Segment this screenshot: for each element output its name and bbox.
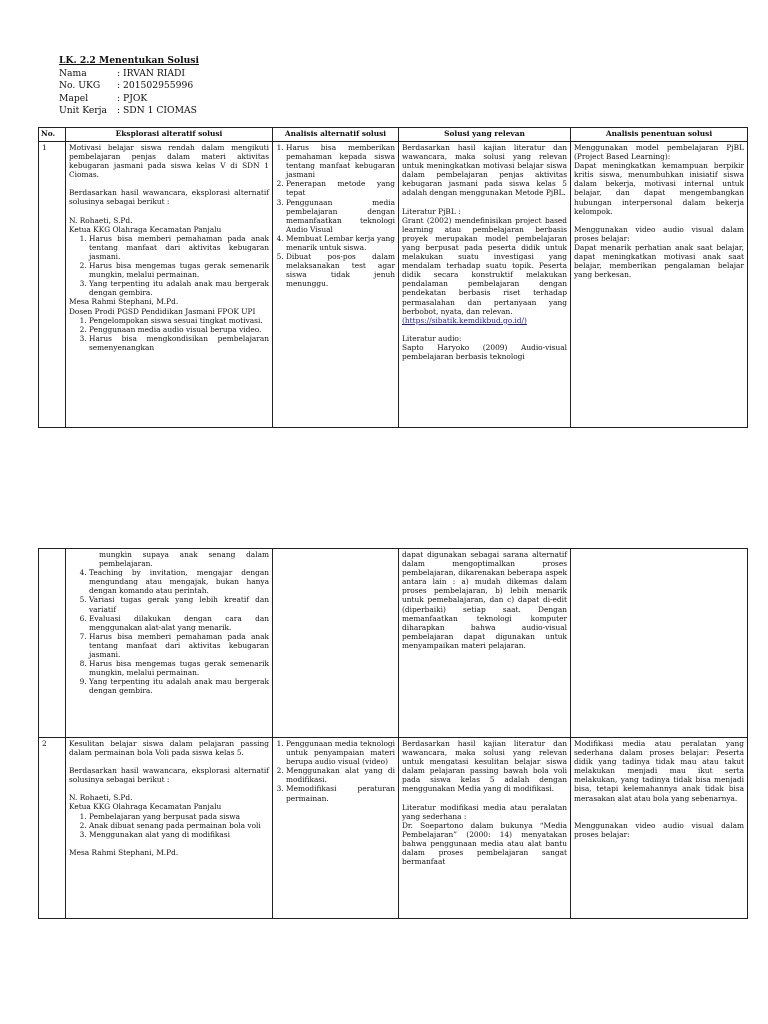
header-field-no-ukg — [59, 80, 199, 93]
literature-text: Grant (2002) mendefinisikan project based learning atau pembelajaran berbasis proyek merupakan model pembelajaran yang berpusat pada peserta didik untuk melakukan suatu investigasi yang mendalam terhadap suatu topik. Peserta didik secara konstruktif melakukan pendalaman pembelajaran dengan pendekatan berbasis riset terhadap permasalahan dan pertanyaan yang berbobot, nyata, dan relevan. — [402, 215, 567, 316]
table-row — [39, 738, 748, 919]
alternative-analysis-cell — [273, 549, 399, 738]
list-item: 1. Pengelompokan siswa sesuai tingkat motivasi. — [89, 316, 269, 325]
list-item: 6. Evaluasi dilakukan dengan cara dan menggunakan alat-alat yang menarik. — [89, 614, 269, 632]
list-item: 3. Yang terpenting itu adalah anak mau bergerak dengan gembira. — [89, 279, 269, 297]
literature-text: Dr. Soepartono dalam bukunya “Media Pembelajaran” (2000: 14) menyatakan bahwa penggunaan media atau alat bantu dalam proses pembelajaran sangat bermanfaat — [402, 820, 567, 867]
relevant-solution-cell — [399, 549, 571, 738]
literature-heading: Literatur modifikasi media atau peralatan yang sederhana : — [402, 802, 567, 821]
literature-text: Sapto Haryoko (2009) Audio-visual pembelajaran berbasis teknologi — [402, 342, 567, 361]
decision-text: Dapat meningkatkan kemampuan berpikir kritis siswa, menumbuhkan inisiatif siswa dalam bekerja, motivasi internal untuk belajar, dan dapat mengembangkan hubungan interpersonal dalam bekerja kelompok. — [574, 161, 744, 216]
relevant-solution-cell — [399, 142, 571, 428]
alternative-list — [276, 739, 395, 803]
solution-table-page-1 — [38, 127, 748, 428]
document-title: LK. 2.2 Menentukan Solusi — [59, 55, 199, 66]
header-eksplorasi: Eksplorasi alteratif solusi — [66, 128, 273, 142]
decision-text: Dapat menarik perhatian anak saat belajar, dapat meningkatkan motivasi anak saat belajar, memberikan pengalaman belajar yang berkesan. — [574, 242, 744, 280]
exploration-cell — [66, 738, 273, 919]
header-analisis-penentuan: Analisis penentuan solusi — [571, 128, 748, 142]
header-field-unit-kerja — [59, 105, 199, 118]
list-item: 7. Harus bisa memberi pemahaman pada anak tentang manfaat dari aktivitas kebugaran jasmani. — [89, 632, 269, 659]
source-list — [69, 568, 269, 695]
source-name: Mesa Rahmi Stephani, M.Pd. — [69, 847, 179, 857]
list-item: 1. Pembelajaran yang berpusat pada siswa — [89, 812, 269, 821]
decision-text: Modifikasi media atau peralatan yang sederhana dalam proses belajar: Peserta didik yang tadinya tidak mau atau takut melakukan menjadi mau ikut serta melakukan, yang tadinya tidak bisa menjadi bisa, tetapi kelemahannya anak tidak bisa merasakan alat atau bola yang sebenarnya. — [574, 739, 744, 803]
list-item: 3. Harus bisa mengkondisikan pembelajaran semenyenangkan — [89, 334, 269, 352]
row-number — [39, 549, 66, 738]
row-number: 1 — [39, 142, 66, 428]
alternative-list — [276, 143, 395, 289]
interview-intro: Berdasarkan hasil wawancara, eksplorasi alternatif solusinya sebagai berikut : — [69, 766, 269, 785]
source-title: Ketua KKG Olahraga Kecamatan Panjalu — [69, 802, 222, 812]
list-continuation: mungkin supaya anak senang dalam pembelajaran. — [99, 550, 269, 569]
row-number: 2 — [39, 738, 66, 919]
exploration-cell — [66, 549, 273, 738]
alternative-analysis-cell — [273, 738, 399, 919]
list-item: 2. Penerapan metode yang tepat — [286, 179, 395, 197]
list-item: 4. Teaching by invitation, mengajar dengan mengundang atau mengajak, bukan hanya dengan komando atau perintah. — [89, 568, 269, 595]
decision-text: Menggunakan video audio visual dalam proses belajar: — [574, 820, 744, 839]
reference-link[interactable]: (https://sibatik.kemdikbud.go.id/) — [402, 315, 527, 325]
field-value: : 201502955996 — [117, 80, 194, 92]
list-item: 3. Penggunaan media pembelajaran dengan memanfaatkan teknologi Audio Visual — [286, 198, 395, 234]
table-row-continued — [39, 549, 748, 738]
problem-text: Motivasi belajar siswa rendah dalam mengikuti pembelajaran penjas dalam materi aktivitas kebugaran jasmani pada siswa kelas V di SDN 1 Ciomas. — [69, 143, 269, 180]
source-name: Mesa Rahmi Stephani, M.Pd. — [69, 297, 179, 307]
decision-text: Menggunakan model pembelajaran PjBL (Project Based Learning): — [574, 143, 744, 162]
field-value: : PJOK — [117, 92, 148, 104]
source-list — [69, 316, 269, 352]
header-field-nama — [59, 68, 199, 81]
decision-text: Menggunakan video audio visual dalam proses belajar: — [574, 224, 744, 243]
solution-text: Berdasarkan hasil kajian literatur dan wawancara, maka solusi yang relevan untuk mengatasi kesulitan belajar siswa dalam pelajaran passing bawah bola voli pada siswa kelas 5 adalah dengan menggunakan Media yang di modifikasi. — [402, 739, 567, 794]
field-label: Mapel — [59, 92, 89, 104]
interview-intro: Berdasarkan hasil wawancara, eksplorasi alternatif solusinya sebagai berikut : — [69, 188, 269, 207]
field-label: Nama — [59, 67, 87, 79]
decision-analysis-cell — [571, 142, 748, 428]
header-field-mapel — [59, 93, 199, 106]
relevant-solution-cell — [399, 738, 571, 919]
list-item: 2. Menggunakan alat yang di modifikasi. — [286, 766, 395, 784]
table-header-row — [39, 128, 748, 142]
source-list — [69, 812, 269, 839]
alternative-analysis-cell — [273, 142, 399, 428]
list-item: 5. Dibuat pos-pos dalam melaksanakan test agar siswa tidak jenuh menunggu. — [286, 252, 395, 288]
field-value: : SDN 1 CIOMAS — [117, 105, 197, 117]
source-name: N. Rohaeti, S.Pd. — [69, 793, 133, 803]
list-item: 1. Harus bisa memberi pemahaman pada anak tentang manfaat dari aktivitas kebugaran jasmani. — [89, 234, 269, 261]
header-analisis-alternatif: Analisis alternatif solusi — [273, 128, 399, 142]
list-item: 9. Yang terpenting itu adalah anak mau bergerak dengan gembira. — [89, 677, 269, 695]
list-item: 2. Harus bisa mengemas tugas gerak semenarik mungkin, melalui permainan. — [89, 261, 269, 279]
source-name: N. Rohaeti, S.Pd. — [69, 215, 133, 225]
field-value: : IRVAN RIADI — [117, 67, 186, 79]
header-no: No. — [39, 128, 66, 142]
source-title: Ketua KKG Olahraga Kecamatan Panjalu — [69, 224, 222, 234]
document-header — [59, 55, 199, 118]
source-title: Dosen Prodi PGSD Pendidikan Jasmani FPOK UPI — [69, 306, 256, 316]
field-label: No. UKG — [59, 80, 101, 92]
list-item: 3. Menggunakan alat yang di modifikasi — [89, 830, 269, 839]
field-label: Unit Kerja — [59, 105, 107, 117]
list-item: 1. Harus bisa memberikan pemahaman kepada siswa tentang manfaat kebugaran jasmani — [286, 143, 395, 179]
literature-heading: Literatur audio: — [402, 333, 462, 343]
decision-analysis-cell — [571, 738, 748, 919]
source-list — [69, 234, 269, 298]
problem-text: Kesulitan belajar siswa dalam pelajaran passing dalam permainan bola Voli pada siswa kelas 5. — [69, 739, 269, 758]
table-row — [39, 142, 748, 428]
list-item: 2. Penggunaan media audio visual berupa video. — [89, 325, 269, 334]
literature-text: dapat digunakan sebagai sarana alternatif dalam mengoptimalkan proses pembelajaran, dikarenakan beberapa aspek antara lain : a) mudah dikemas dalam proses pembelajaran, b) lebih menarik untuk pemebalajaran, dan c) dapat di-edit (diperbaiki) setiap saat. Dengan memanfaatkan teknologi komputer diharapkan bahwa audio-visual pembelajaran dapat digunakan untuk menyampaikan materi pelajaran. — [402, 550, 567, 650]
list-item: 1. Penggunaan media teknologi untuk penyampaian materi berupa audio visual (video) — [286, 739, 395, 766]
decision-analysis-cell — [571, 549, 748, 738]
list-item: 2. Anak dibuat senang pada permainan bola voli — [89, 821, 269, 830]
header-solusi-relevan: Solusi yang relevan — [399, 128, 571, 142]
list-item: 3. Memodifikasi peraturan permainan. — [286, 784, 395, 802]
list-item: 8. Harus bisa mengemas tugas gerak semenarik mungkin, melalui permainan. — [89, 659, 269, 677]
solution-table-page-2 — [38, 548, 748, 919]
list-item: 5. Variasi tugas gerak yang lebih kreatif dan variatif — [89, 595, 269, 613]
solution-text: Berdasarkan hasil kajian literatur dan wawancara, maka solusi yang relevan untuk meningkatkan motivasi belajar siswa dalam pembelajaran penjas aktivitas kebugaran jasmani pada siswa kelas 5 adalah dengan menggunakan Metode PjBL. — [402, 143, 567, 198]
list-item: 4. Membuat Lembar kerja yang menarik untuk siswa. — [286, 234, 395, 252]
literature-heading: Literatur PjBL : — [402, 206, 461, 216]
exploration-cell — [66, 142, 273, 428]
